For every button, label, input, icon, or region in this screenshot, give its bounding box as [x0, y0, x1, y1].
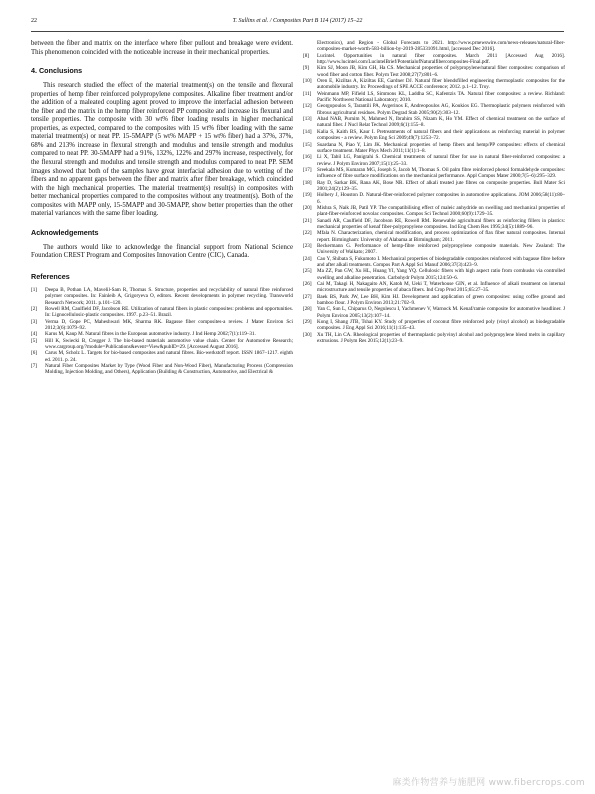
journal-citation: T. Sullins et al. / Composites Part B 114 (2017) 15–22: [232, 18, 363, 24]
reference-number: [1]: [31, 286, 37, 293]
reference-number: [3]: [31, 318, 37, 325]
reference-text: Cao Y, Shibata S, Fukumoto I. Mechanical properties of biodegradable composites reinforced with bagasse fibre before and after alkali treatments. Compos Part A Appl Sci Manuf 2006;37(3):423–9.: [317, 255, 565, 269]
reference-list-left: [31, 287, 293, 376]
reference-number: [24]: [303, 255, 312, 262]
left-column: [31, 40, 293, 376]
reference-text: Ray D, Sarkar BK, Rana AK, Bose NR. Effect of alkali treated jute fibres on composite properties. Bull Mater Sci 2001;24(2):129–35.: [317, 179, 565, 192]
reference-item: [303, 180, 565, 193]
reference-number: [13]: [303, 116, 312, 123]
reference-number: [23]: [303, 243, 312, 249]
reference-text: Deepa B, Pothan LA, Mavelil-Sam R, Thomas S. Structure, properties and recyclability of natural fibre reinforced polymer composites. In: Fainleib A, Grigoryeva O, editors. Recent developments in polymer recycling. Transworld Research Network; 2011. p.101–120.: [45, 286, 293, 306]
reference-text: Rowell RM, Caulfield DF, Jacobson RE. Utilization of natural fibers in plastic composites: problems and opportunities. In: Lignocellulosic-plastic composites. 1997. p.23–51. Brazil.: [45, 305, 293, 319]
reference-text: Karus M, Kaup M. Natural fibres in the European automotive industry. J Ind Hemp 2002;7(1):119–31.: [45, 331, 256, 338]
reference-number: [25]: [303, 268, 312, 275]
reference-text: Sanadi AR, Caulfield DF, Jacobson RE, Rowell RM. Renewable agricultural fibers as reinforcing fillers in plastics: mechanical properties of kenaf fiber-polypropylene composites. Ind Eng Chem Res 1995;34(5):1889–96.: [317, 217, 565, 230]
reference-item: [31, 350, 293, 363]
reference-text: Kong I, Shang JTB, Tshai KY. Study of properties of coconut fibre reinforced poly (vinyl alcohol) as biodegradable composites. J Eng Appl Sci 2016;11(1):135–43.: [317, 319, 565, 332]
reference-number: [20]: [303, 204, 312, 211]
reference-text: Mishra S, Naik JB, Patil YP. The compatibilising effect of maleic anhydride on swelling and mechanical properties of plant-fiber-reinforced novolac composites. Compos Sci Technol 2000;60(9):1729–35.: [317, 204, 565, 218]
intro-paragraph: between the fiber and matrix on the interface where fiber pullout and breakage were evident. This phenomenon coincided with the noticeable increase in their mechanical properties.: [31, 40, 293, 56]
reference-text: Georgopoulos S, Tarantili PA, Avgerinos E, Andreopoulos AG, Koukios EG. Thermoplastic polymers reinforced with fibrous agricultural residues. Polym Degrad Stab 2005;90(2):303–12.: [317, 103, 565, 116]
reference-number: [2]: [31, 305, 37, 312]
reference-item: [303, 230, 565, 243]
reference-item: [303, 319, 565, 332]
reference-number: [8]: [303, 52, 309, 59]
reference-7-continued: Electronics), and Region - Global Forecasts to 2021. http://www.prnewswire.com/news-releases/natural-fiber-composites-market-worth-583-billion-by-2019-285331091.html, [accessed Dec 2016].: [317, 40, 565, 53]
page-number: 22: [31, 18, 37, 24]
reference-item: [303, 103, 565, 116]
reference-text: Lucintel. Opportunities in natural fiber composites. March 2011 [Accessed Aug 2016]. http://www.lucintel.com/LucintelBrief/PotentialofNaturalfibercomposites-Final.pdf.: [317, 52, 565, 66]
reference-number: [14]: [303, 128, 312, 135]
reference-item: [31, 287, 293, 306]
reference-number: [17]: [303, 166, 312, 173]
reference-item: [303, 154, 565, 167]
conclusions-heading: 4. Conclusions: [31, 66, 83, 76]
reference-item: [31, 319, 293, 332]
reference-item: [303, 218, 565, 231]
reference-item: [303, 268, 565, 281]
reference-number: [9]: [303, 65, 309, 72]
reference-text: Oren E, Kiziltas A, Kiziltas EE, Gardner DJ. Natural fiber blendsfilled engineering thermoplastic composites for the automobile industry. In: Proceedings of SPE ACCE conference; 2012. p.1–12. Troy.: [317, 78, 565, 91]
reference-list-right: [303, 53, 565, 345]
reference-text: Ma ZZ, Pan GW, Xu HL, Huang YI, Yang YQ. Cellulosic fibers with high aspect ratio from cornhusks via controlled swelling and alkaline penetration. Carbohydr Polym 2015;124:50–6.: [317, 268, 565, 281]
acknowledgements-heading: Acknowledgements: [31, 227, 99, 237]
reference-number: [7]: [31, 363, 37, 370]
reference-number: [16]: [303, 154, 312, 161]
reference-number: [27]: [303, 293, 312, 300]
reference-text: Natural Fiber Composites Market by Type (Wood Fiber and Non-Wood Fiber), Manufacturing Process (Compression Molding, Injection Molding, and Others), Application (Building & Construction, Automotive, and Electrical &: [45, 363, 293, 376]
reference-item: [303, 53, 565, 66]
reference-item: [31, 338, 293, 351]
reference-text: Hill K, Swiecki B, Cregger J. The bio-based materials automotive value chain. Center for Automotive Research; www.cargroup.org/?module=Publications&event=View&pubID=29. [Accessed August 2016].: [45, 337, 293, 351]
acknowledgements-text: The authors would like to acknowledge the financial support from National Science Foundation CREST Program and Composites Innovation Centre (CIC), Canada.: [31, 243, 293, 260]
reference-number: [21]: [303, 217, 312, 224]
reference-number: [18]: [303, 179, 312, 186]
reference-number: [19]: [303, 192, 312, 199]
reference-number: [26]: [303, 281, 312, 288]
reference-number: [22]: [303, 230, 312, 237]
reference-text: Holbery J, Houston D. Natural-fiber-reinforced polymer composites in automotive applications. JOM 2006;58(11):80–6.: [317, 192, 565, 205]
reference-item: [303, 142, 565, 155]
site-watermark: 麻类作物营养与施肥网 www.fibercrops.com: [392, 778, 585, 788]
reference-text: Kalia S, Kaith BS, Kaur I. Pretreatments of natural fibers and their applications as reinforcing material in polymer composites - a review. Polym Eng Sci 2009;49(7):1253–72.: [317, 128, 565, 142]
reference-item: [303, 129, 565, 142]
reference-number: [4]: [31, 331, 37, 338]
reference-number: [12]: [303, 103, 312, 110]
reference-text: Beckermann G. Performance of hemp-fibre reinforced polypropylene composite materials. New Zealand: The University of Waikato; 2007.: [317, 243, 565, 256]
reference-item: [31, 363, 293, 376]
reference-item: [303, 205, 565, 218]
reference-number: [30]: [303, 331, 312, 338]
reference-text: Li X, Tabil LG, Panigrahi S. Chemical treatments of natural fiber for use in natural fiber-reinforced composites: a review. J Polym Environ 2007;15(1):25–33.: [317, 154, 565, 167]
reference-text: Baek BS, Park JW, Lee BH, Kim HJ. Development and application of green composites: using coffee ground and bamboo flour. J Polym Environ 2013;21:702–9.: [317, 293, 565, 307]
references-heading: References: [31, 271, 70, 281]
reference-item: [303, 243, 565, 256]
reference-number: [11]: [303, 90, 312, 97]
reference-item: [303, 306, 565, 319]
reference-text: Weinmann MP, Fifield LS, Simmons KL, Laddha SC, Kafentzis TA. Natural fiber composites: a review. Richland: Pacific Northwest National Laboratory; 2010.: [317, 90, 565, 104]
reference-text: Abad NAB, Purnim N, Mahmed N, Ibrahim SS, Nizam K, Ho YM. Effect of chemical treatment on the surface of natural fiber. J Nucl Relat Technol 2009;6(1):155–8.: [317, 116, 565, 129]
reference-number: [28]: [303, 306, 312, 313]
reference-item: [303, 116, 565, 129]
reference-number: [29]: [303, 319, 312, 326]
reference-item: [303, 281, 565, 294]
reference-text: Xu TH, Lin CA. Rheological properties of thermoplastic polyvinyl alcohol and polypropylene blend melts in capillary extrusions. J Polym Res 2015;12(1):23–9.: [317, 331, 565, 345]
reference-text: Mfala N. Characterization, chemical modification, and process optimization of flax fiber natural composites. Internal report. Birmingham: University of Alabama at Birmingham; 2011.: [317, 230, 565, 243]
reference-number: [15]: [303, 141, 312, 148]
reference-item: [303, 332, 565, 345]
reference-item: [31, 306, 293, 319]
reference-item: [303, 167, 565, 180]
reference-item: [303, 65, 565, 78]
reference-text: Sreekala MS, Kumaran MG, Joseph S, Jacob M, Thomas S. Oil palm fibre reinforced phenol formaldehyde composites: influence of fibre surface modifications on the mechanical performance. Appl Compos Mater 2000;7(5–6):295–329.: [317, 166, 565, 180]
reference-text: Suardana N, Piao Y, Lim JK. Mechanical properties of hemp fibers and hemp/PP composites: effects of chemical surface treatment. Mater Phys Mech 2011;11(1):1–8.: [317, 141, 565, 154]
reference-text: Yan C, Sun L, Chiparus O, Negulescu I, Yachmenev V, Warnock M. Kenaf/ramie composite for automotive headliner. J Polym Environ 2005;13(2):107–14.: [317, 306, 565, 319]
reference-text: Carus M, Scholz L. Targets for bio-based composites and natural fibres. Bio-werkstoff report. ISSN 1867–1217. eighth ed. 2011. p. 24.: [45, 350, 293, 363]
reference-text: Cai M, Takagi H, Nakagaito AN, Katoh M, Ueki T, Waterhouse GIN, et al. Influence of alkali treatment on internal microstructure and tensile properties of abaca fibers. Ind Crop Prod 2015;65:27–35.: [317, 281, 565, 294]
reference-item: [303, 294, 565, 307]
reference-number: [6]: [31, 350, 37, 357]
reference-item: [303, 192, 565, 205]
reference-item: [303, 91, 565, 104]
conclusions-text: This research studied the effect of the material treatment(s) on the tensile and flexural properties of hemp fiber reinforced polypropylene composites. Alkaline fiber treatment and/or the addition of a maleated coupling agent proved to improve the interfacial adhesion between the fiber and the matrix in the hemp fiber reinforced PP composite and increase its flexural and tensile properties. The composite with 30 wt% fiber loading results in higher mechanical properties, as expected, compared to the composites with 15 wt% fiber loading with the same material treatment(s) or neat PP. 15-5MAPP (5 wt% MAPP + 15 wt% fiber) had a 37%, 37%, 68% and 213% increase in flexural strength and modulus and tensile strength and modulus compared to neat PP. 30-5MAPP had a 91%, 132%, 122% and 297% increase, respectively, for the flexural strength and modulus and tensile strength and modulus compared to neat PP. SEM images showed that both of the samples have great interfacial adhesion due to wetting of the fibers and no apparent gaps between the fiber and matrix after fiber breakage, which coincided with the high mechanical properties. The material treatment(s) result(s) in composites with better mechanical properties compared to the composites without any treatment(s). Both of the composites with MAPP only, 15-5MAPP and 30-5MAPP, show better properties than the other material variances with the same fiber loading.: [31, 82, 293, 218]
running-header: [31, 18, 564, 30]
reference-text: Kim SJ, Moon JB, Kim GH, Ha CS. Mechanical properties of polypropylene/natural fiber composites: comparison of wood fiber and cotton fiber. Polym Test 2008;27(7):801–6.: [317, 65, 565, 78]
reference-item: [303, 78, 565, 91]
header-rule: [31, 31, 564, 32]
reference-item: [303, 256, 565, 269]
reference-text: Verma D, Gope PC, Maheshwari MK, Sharma RK. Bagasse fiber composites-a review. J Mater Environ Sci 2012;3(6):1079–92.: [45, 318, 293, 331]
reference-number: [10]: [303, 78, 312, 85]
reference-number: [5]: [31, 337, 37, 344]
right-column: [303, 40, 565, 345]
